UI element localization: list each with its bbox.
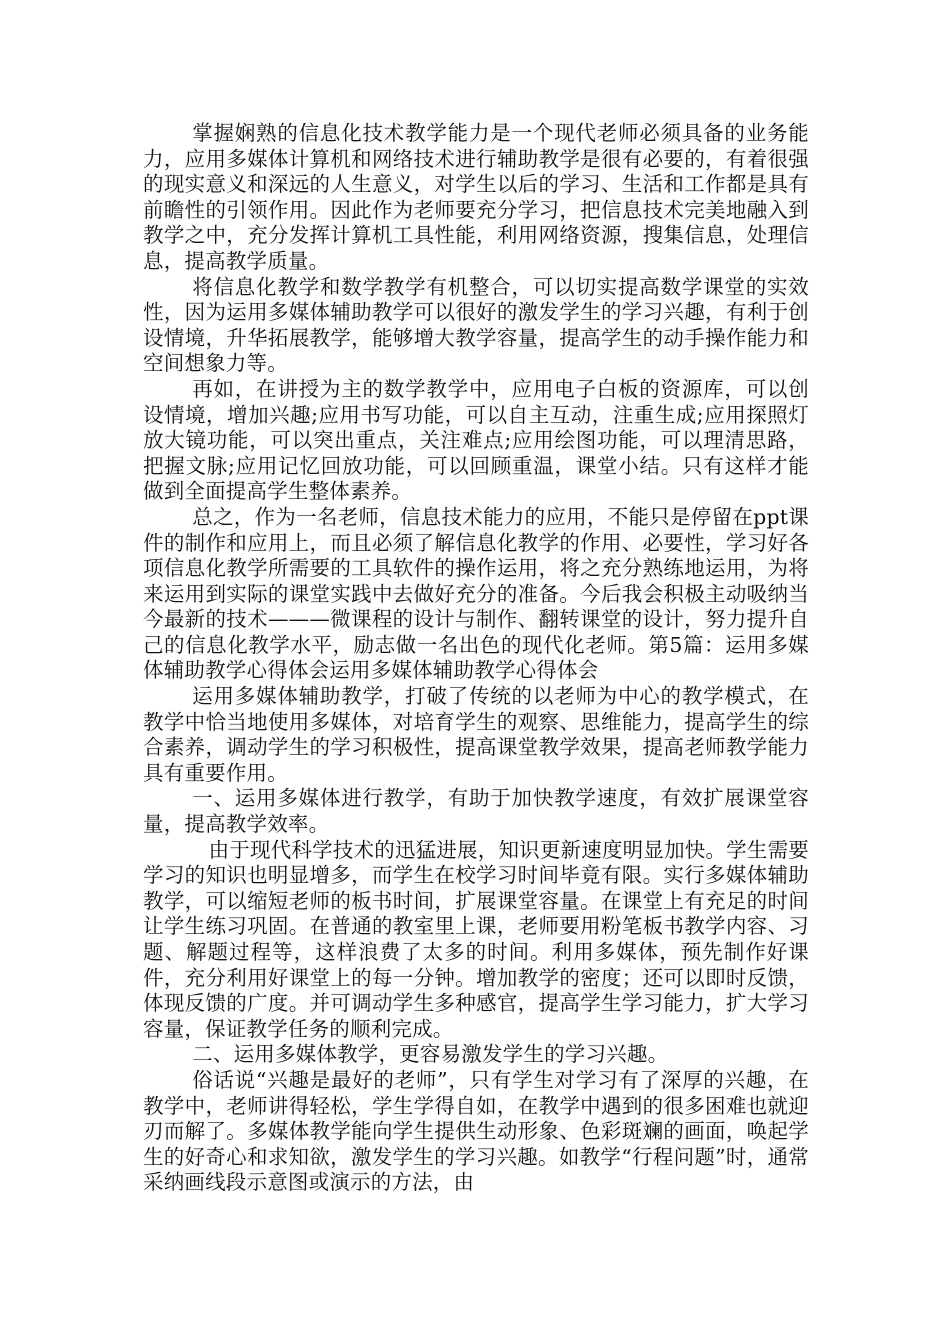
paragraph-1: 掌握娴熟的信息化技术教学能力是一个现代老师必须具备的业务能力，应用多媒体计算机和网络技术进行辅助教学是很有必要的，有着很强的现实意义和深远的人生意义，对学生以后的学习、生活和工作都是具有前瞻性的引领作用。因此作为老师要充分学习，把信息技术完美地融入到教学之中，充分发挥计算机工具性能，利用网络资源，搜集信息，处理信息，提高教学质量。 xyxy=(143,121,809,273)
section-heading-2: 二、运用多媒体教学，更容易激发学生的学习兴趣。 xyxy=(192,1042,669,1067)
paragraph-3: 再如，在讲授为主的数学教学中，应用电子白板的资源库，可以创设情境，增加兴趣;应用书写功能，可以自主互动，注重生成;应用探照灯放大镜功能，可以突出重点，关注难点;应用绘图功能，可以理清思路，把握文脉;应用记忆回放功能，可以回顾重温，课堂小结。只有这样才能做到全面提高学生整体素养。 xyxy=(143,376,809,504)
paragraph-2: 将信息化教学和数学教学有机整合，可以切实提高数学课堂的实效性，因为运用多媒体辅助教学可以很好的激发学生的学习兴趣，有利于创设情境，升华拓展教学，能够增大教学容量，提高学生的动手操作能力和空间想象力等。 xyxy=(143,274,809,376)
paragraph-6: 由于现代科学技术的迅猛进展，知识更新速度明显加快。学生需要学习的知识也明显增多，而学生在校学习时间毕竟有限。实行多媒体辅助教学，可以缩短老师的板书时间，扩展课堂容量。在课堂上有充足的时间让学生练习巩固。在普通的教室里上课，老师要用粉笔板书教学内容、习题、解题过程等，这样浪费了太多的时间。利用多媒体，预先制作好课件，充分利用好课堂上的每一分钟。增加教学的密度；还可以即时反馈，体现反馈的广度。并可调动学生多种感官，提高学生学习能力，扩大学习容量，保证教学任务的顺利完成。 xyxy=(143,837,809,1041)
paragraph-7: 俗话说“兴趣是最好的老师”，只有学生对学习有了深厚的兴趣，在教学中，老师讲得轻松，学生学得自如，在教学中遇到的很多困难也就迎刃而解了。多媒体教学能向学生提供生动形象、色彩斑斓的画面，唤起学生的好奇心和求知欲，激发学生的学习兴趣。如教学“行程问题”时，通常采纳画线段示意图或演示的方法，由 xyxy=(143,1067,809,1195)
document-body xyxy=(143,121,809,1196)
paragraph-4: 总之，作为一名老师，信息技术能力的应用，不能只是停留在ppt课件的制作和应用上，而且必须了解信息化教学的作用、必要性，学习好各项信息化教学所需要的工具软件的操作运用，将之充分熟练地运用，为将来运用到实际的课堂实践中去做好充分的准备。今后我会积极主动吸纳当今最新的技术———微课程的设计与制作、翻转课堂的设计，努力提升自己的信息化教学水平，励志做一名出色的现代化老师。第5篇：运用多媒体辅助教学心得体会运用多媒体辅助教学心得体会 xyxy=(143,504,809,683)
section-heading-1: 一、运用多媒体进行教学，有助于加快教学速度，有效扩展课堂容量，提高教学效率。 xyxy=(143,786,809,837)
paragraph-5: 运用多媒体辅助教学，打破了传统的以老师为中心的教学模式，在教学中恰当地使用多媒体，对培育学生的观察、思维能力，提高学生的综合素养，调动学生的学习积极性，提高课堂教学效果，提高老师教学能力具有重要作用。 xyxy=(143,684,809,785)
